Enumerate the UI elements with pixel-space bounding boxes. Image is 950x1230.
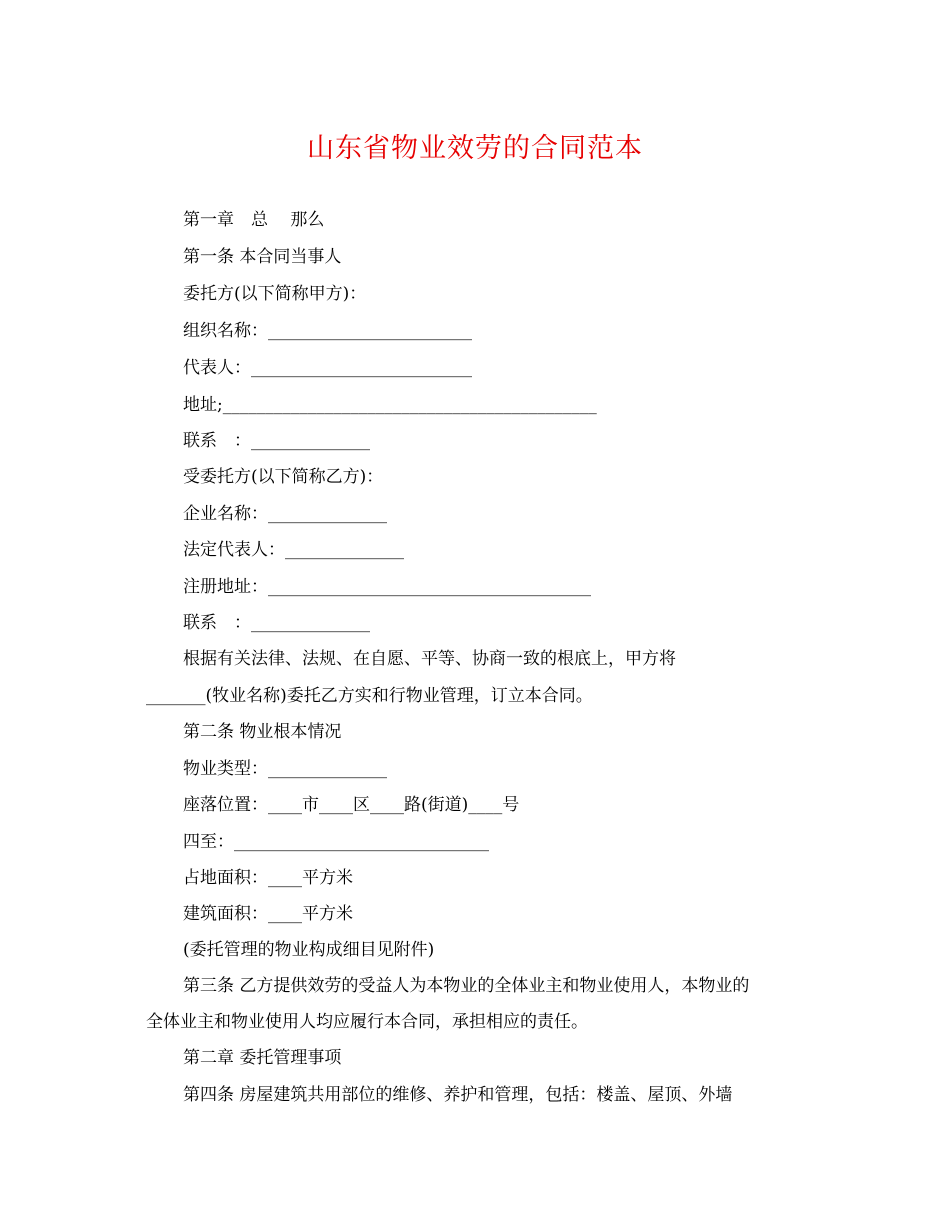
form-line: 物业类型：______________ — [183, 759, 387, 779]
document-title: 山东省物业效劳的合同范本 — [307, 133, 643, 164]
paragraph-line: 第三条 乙方提供效劳的受益人为本物业的全体业主和物业使用人，本物业的 — [183, 976, 750, 996]
party-label: 受委托方(以下简称乙方)： — [183, 467, 384, 487]
form-line: 企业名称：______________ — [183, 504, 387, 524]
form-line: 法定代表人：______________ — [183, 540, 404, 560]
chapter-heading: 第一章 总 那么 — [183, 210, 325, 230]
form-line: 建筑面积：____平方米 — [183, 904, 353, 924]
form-line: 组织名称：________________________ — [183, 321, 472, 341]
form-line: 座落位置：____市____区____路(街道)____号 — [183, 795, 520, 815]
form-line: 代表人：__________________________ — [183, 358, 472, 378]
paragraph-line: 全体业主和物业使用人均应履行本合同，承担相应的责任。 — [146, 1012, 588, 1032]
form-line: 地址;____________________________________________ — [183, 395, 597, 415]
form-line: 注册地址：______________________________________ — [183, 577, 591, 597]
note-line: (委托管理的物业构成细目见附件) — [183, 940, 435, 960]
chapter-heading: 第二章 委托管理事项 — [183, 1048, 342, 1068]
party-label: 委托方(以下简称甲方)： — [183, 284, 367, 304]
paragraph-line: 第四条 房屋建筑共用部位的维修、养护和管理，包括：楼盖、屋顶、外墙 — [183, 1085, 733, 1105]
form-line: 占地面积：____平方米 — [183, 868, 353, 888]
paragraph-line: 根据有关法律、法规、在自愿、平等、协商一致的根底上，甲方将 — [183, 649, 676, 669]
form-line: 联系 ：______________ — [183, 613, 370, 633]
article-heading: 第一条 本合同当事人 — [183, 247, 342, 267]
form-line: 四至：______________________________ — [183, 832, 489, 852]
article-heading: 第二条 物业根本情况 — [183, 722, 342, 742]
paragraph-line: _______(牧业名称)委托乙方实和行物业管理，订立本合同。 — [146, 686, 593, 706]
form-line: 联系 ：______________ — [183, 431, 370, 451]
